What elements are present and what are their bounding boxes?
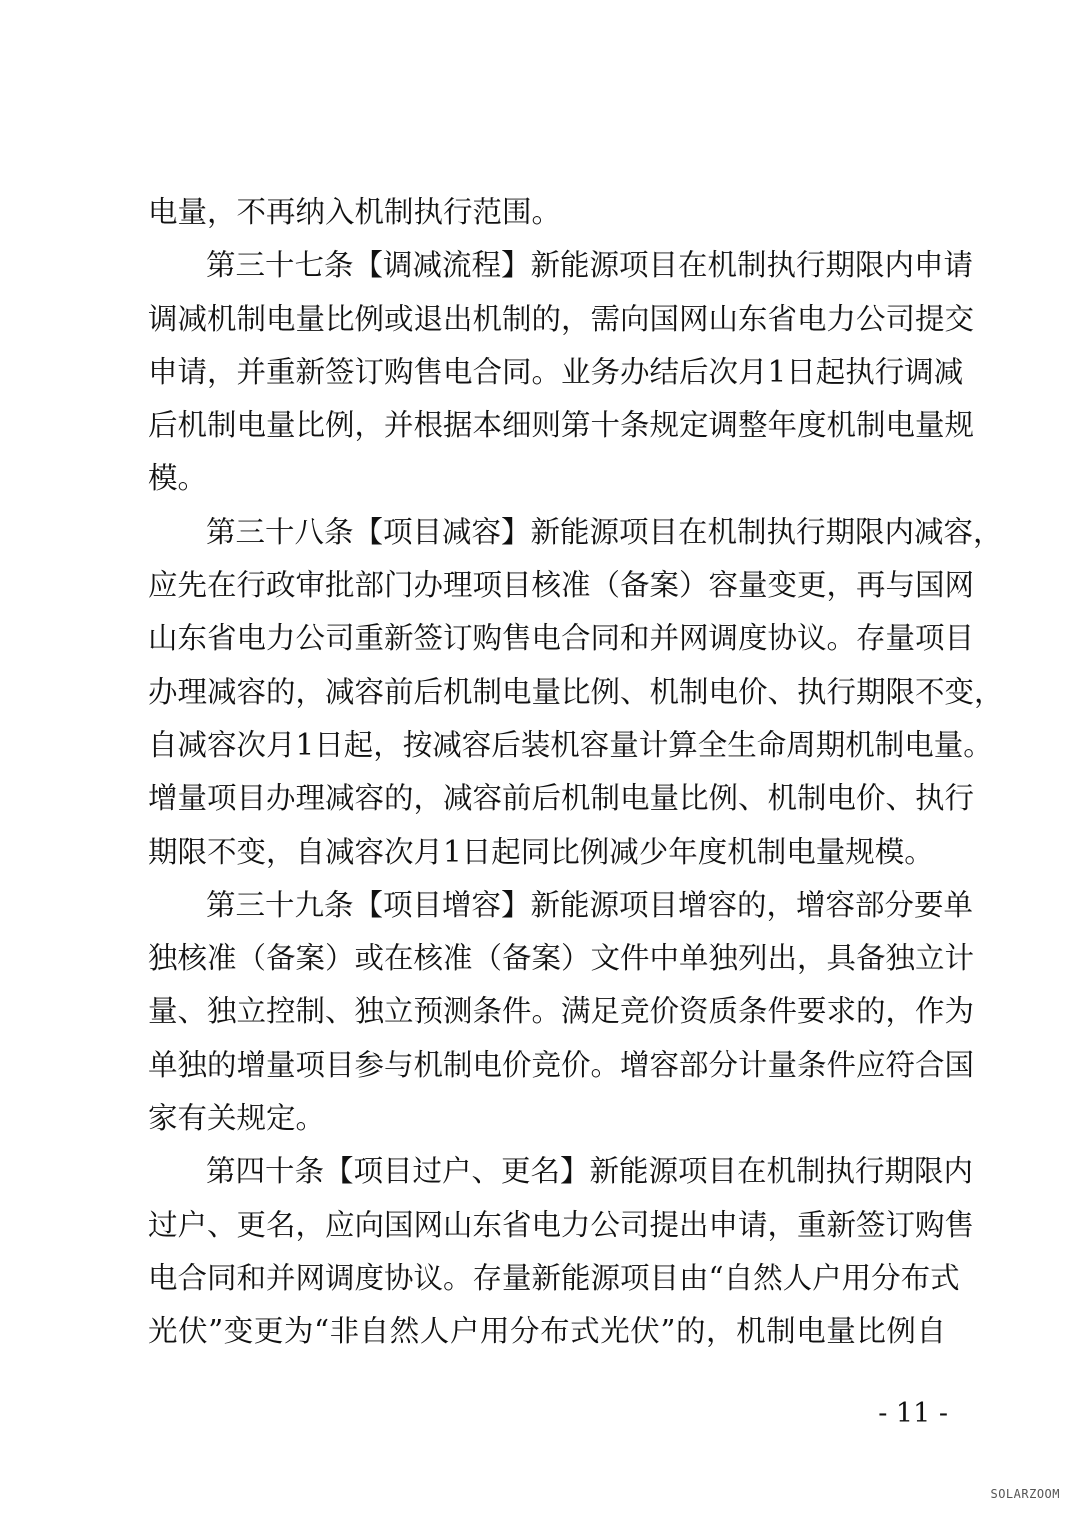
text-line: 过户、更名，应向国网山东省电力公司提出申请，重新签订购售 (148, 1207, 975, 1242)
watermark: SOLARZOOM (990, 1487, 1060, 1501)
text-line: 申请，并重新签订购售电合同。业务办结后次月1日起执行调减 (148, 354, 964, 389)
text-line: 电合同和并网调度协议。存量新能源项目由“自然人户用分布式 (148, 1260, 960, 1295)
text-line: 独核准（备案）或在核准（备案）文件中单独列出，具备独立计 (148, 941, 975, 976)
text-line: 模。 (148, 461, 208, 496)
text-line: 应先在行政审批部门办理项目核准（备案）容量变更，再与国网 (148, 568, 975, 603)
text-line: 增量项目办理减容的，减容前后机制电量比例、机制电价、执行 (148, 781, 975, 816)
document-body (148, 186, 1004, 1359)
text-line: 办理减容的，减容前后机制电量比例、机制电价、执行期限不变， (148, 674, 1004, 709)
text-line: 量、独立控制、独立预测条件。满足竞价资质条件要求的，作为 (148, 994, 975, 1029)
text-line: 山东省电力公司重新签订购售电合同和并网调度协议。存量项目 (148, 621, 975, 656)
article-38-heading-line: 第三十八条【项目减容】新能源项目在机制执行期限内减容， (206, 514, 1003, 549)
article-40-heading-line: 第四十条【项目过户、更名】新能源项目在机制执行期限内 (206, 1154, 974, 1189)
text-line: 调减机制电量比例或退出机制的，需向国网山东省电力公司提交 (148, 301, 975, 336)
text-line: 后机制电量比例，并根据本细则第十条规定调整年度机制电量规 (148, 408, 975, 443)
text-line: 电量，不再纳入机制执行范围。 (148, 195, 562, 229)
article-39-heading-line: 第三十九条【项目增容】新能源项目增容的，增容部分要单 (206, 887, 974, 922)
article-37-heading-line: 第三十七条【调减流程】新能源项目在机制执行期限内申请 (206, 248, 974, 283)
text-line: 光伏”变更为“非自然人户用分布式光伏”的，机制电量比例自 (148, 1314, 946, 1349)
page-number: - 11 - (878, 1398, 948, 1429)
text-line: 期限不变，自减容次月1日起同比例减少年度机制电量规模。 (148, 834, 934, 869)
text-line: 家有关规定。 (148, 1101, 326, 1136)
text-line: 自减容次月1日起，按减容后装机容量计算全生命周期机制电量。 (148, 727, 993, 762)
text-line: 单独的增量项目参与机制电价竞价。增容部分计量条件应符合国 (148, 1047, 975, 1082)
